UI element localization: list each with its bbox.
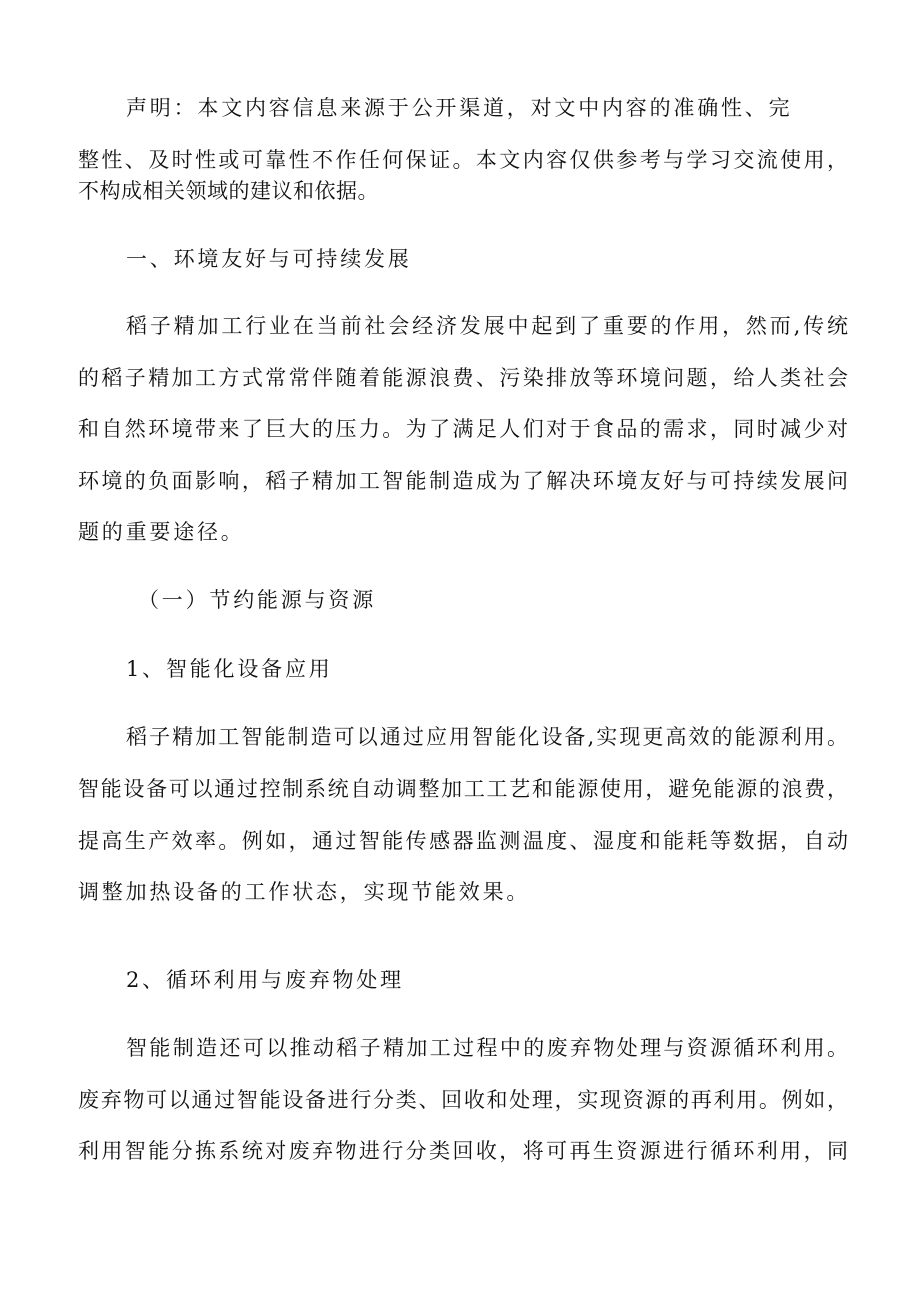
disclaimer-line-3: 不构成相关领域的建议和依据。 — [78, 179, 379, 203]
disclaimer-line-2: 整性、及时性或可靠性不作任何保证。本文内容仅供参考与学习交流使用， — [78, 148, 848, 172]
item2-line-2: 废弃物可以通过智能设备进行分类、回收和处理，实现资源的再利用。例如， — [78, 1088, 848, 1112]
section-heading: 一、环境友好与可持续发展 — [126, 247, 412, 271]
item2-line-3: 利用智能分拣系统对废弃物进行分类回收，将可再生资源进行循环利用，同 — [78, 1139, 848, 1163]
intro-line-1: 稻子精加工行业在当前社会经济发展中起到了重要的作用，然而,传统 — [126, 314, 848, 338]
item1-heading: 1、智能化设备应用 — [126, 657, 333, 681]
intro-line-4: 环境的负面影响，稻子精加工智能制造成为了解决环境友好与可持续发展问 — [78, 469, 848, 493]
intro-line-3: 和自然环境带来了巨大的压力。为了满足人们对于食品的需求，同时减少对 — [78, 417, 848, 441]
item1-line-1: 稻子精加工智能制造可以通过应用智能化设备,实现更高效的能源利用。 — [126, 725, 848, 749]
intro-line-2: 的稻子精加工方式常常伴随着能源浪费、污染排放等环境问题，给人类社会 — [78, 366, 848, 390]
item1-line-3: 提高生产效率。例如，通过智能传感器监测温度、湿度和能耗等数据，自动 — [78, 829, 848, 853]
item2-line-1: 智能制造还可以推动稻子精加工过程中的废弃物处理与资源循环利用。 — [126, 1036, 848, 1060]
subsection-heading: （一）节约能源与资源 — [138, 588, 376, 612]
disclaimer-line-1: 声明：本文内容信息来源于公开渠道，对文中内容的准确性、完 — [126, 96, 793, 120]
item1-line-2: 智能设备可以通过控制系统自动调整加工工艺和能源使用，避免能源的浪费， — [78, 777, 848, 801]
item2-heading: 2、循环利用与废弃物处理 — [126, 968, 404, 992]
item1-line-4: 调整加热设备的工作状态，实现节能效果。 — [78, 880, 531, 904]
intro-line-5: 题的重要途径。 — [78, 520, 245, 544]
